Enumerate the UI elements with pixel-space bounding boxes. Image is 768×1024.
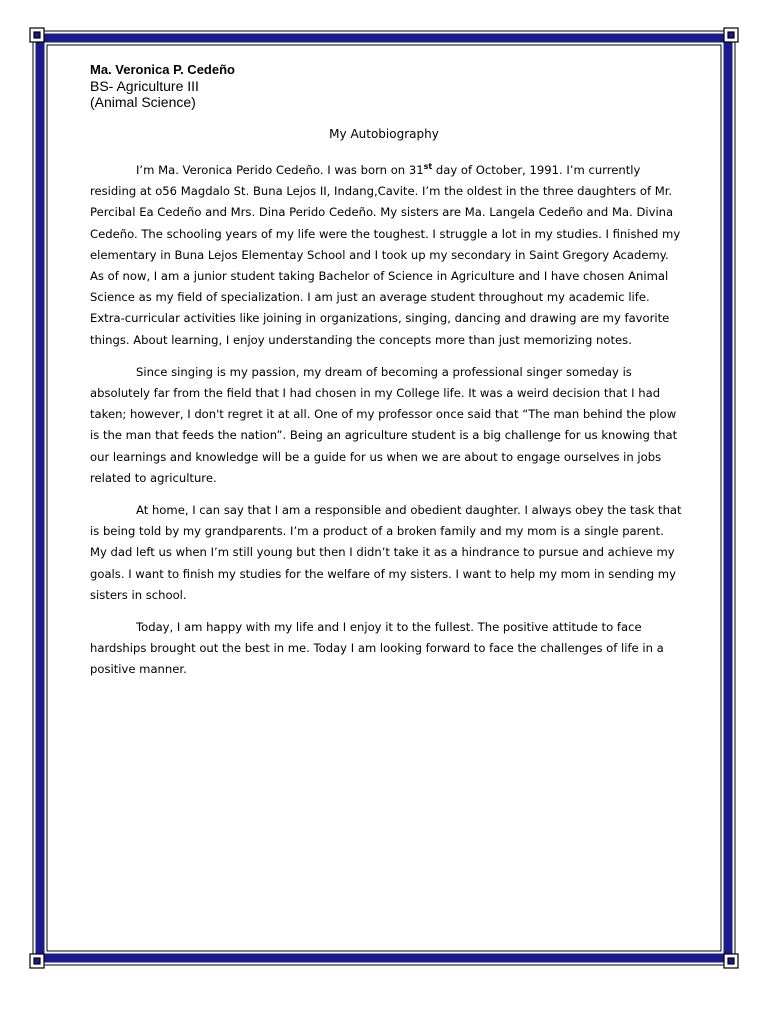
corner-ornament-top-left <box>30 28 44 42</box>
corner-ornament-bottom-left <box>30 954 44 968</box>
paragraph-4: Today, I am happy with my life and I enjoy it to the fullest. The positive attitude to face hardships brought out the best in me. Today I am looking forward to face the challenges of life in a positive manner. <box>90 620 664 677</box>
paragraph-2: Since singing is my passion, my dream of becoming a professional singer someday is absolutely far from the field that I had chosen in my College life. It was a weird decision that I had taken; however, I don't regret it at all. One of my professor once said that “The man behind the plow is the man that feeds the nation”. Being an agriculture student is a big challenge for us knowing that our learnings and knowledge will be a guide for us when we are about to engage ourselves in jobs related to agriculture. <box>90 364 678 485</box>
document-body <box>90 160 682 692</box>
author-name: Ma. Veronica P. Cedeño <box>90 62 235 77</box>
author-course: BS- Agriculture III <box>90 78 199 94</box>
document-title: My Autobiography <box>329 127 439 141</box>
paragraph-3: At home, I can say that I am a responsible and obedient daughter. I always obey the task that is being told by my grandparents. I’m a product of a broken family and my mom is a single parent. My dad left us when I’m still young but then I didn’t take it as a hindrance to pursue and achieve my goals. I want to finish my studies for the welfare of my sisters. I want to help my mom in sending my sisters in school. <box>90 503 682 602</box>
paragraph-1-rest: day of October, 1991. I’m currently residing at o56 Magdalo St. Buna Lejos II, Indang,Cavite. I’m the oldest in the three daughters of Mr. Percibal Ea Cedeño and Mrs. Dina Perido Cedeño. My sisters are Ma. Langela Cedeño and Ma. Divina Cedeño. The schooling years of my life were the toughest. I struggle a lot in my studies. I finished my elementary in Buna Lejos Elementay School and I took up my secondary in Saint Gregory Academy. As of now, I am a junior student taking Bachelor of Science in Agriculture and I have chosen Animal Science as my field of specialization. I am just an average student throughout my academic life. Extra-curricular activities like joining in organizations, singing, dancing and drawing are my favorite things. About learning, I enjoy understanding the concepts more than just memorizing notes. <box>90 163 681 347</box>
corner-ornament-bottom-right <box>724 954 738 968</box>
ordinal-suffix: st <box>423 162 433 171</box>
author-header <box>90 62 235 110</box>
paragraph-1 <box>90 160 682 351</box>
corner-ornament-top-right <box>724 28 738 42</box>
paragraph-1-start: I’m Ma. Veronica Perido Cedeño. I was born on 31 <box>136 163 424 177</box>
author-major: (Animal Science) <box>90 94 196 110</box>
